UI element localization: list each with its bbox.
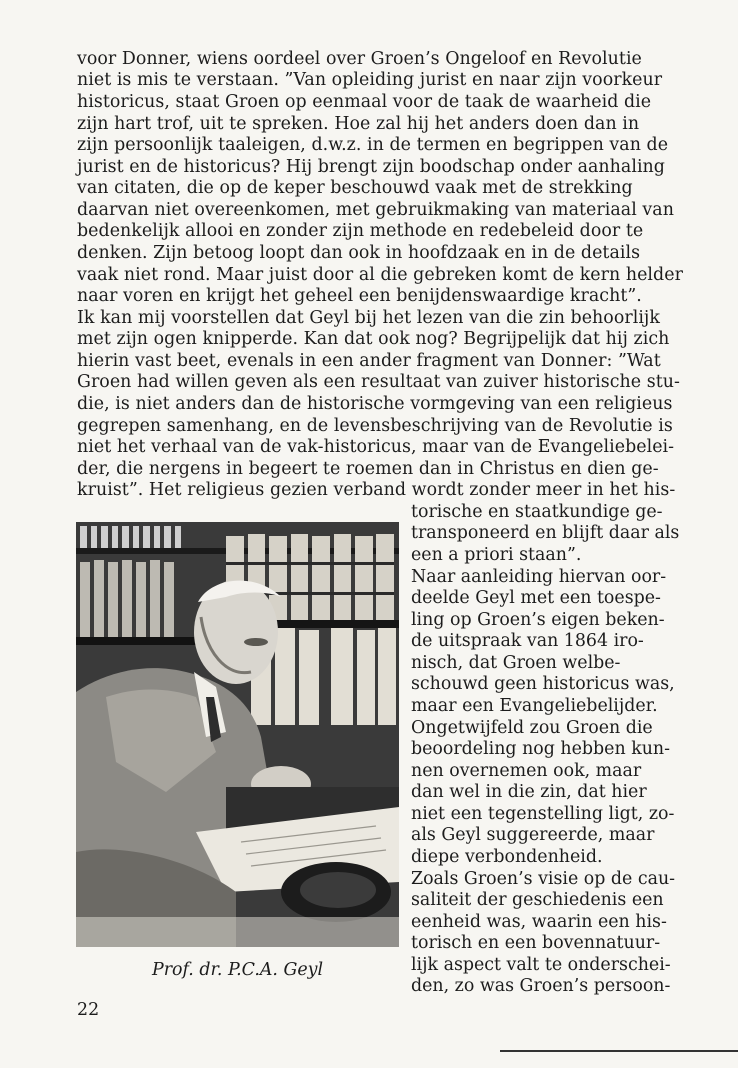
page-number: 22 [77,1000,100,1020]
portrait-photo [76,522,399,947]
text-line: lijk aspect valt te onderschei- [411,955,671,975]
text-line: torische en staatkundige ge- [411,502,663,522]
text-line: nen overnemen ook, maar [411,761,642,781]
text-line: saliteit der geschiedenis een [411,890,664,910]
text-line: kruist”. Het religieus gezien verband wordt zonder meer in het his- [77,480,676,500]
text-line: nisch, dat Groen welbe- [411,653,621,673]
text-line: met zijn ogen knipperde. Kan dat ook nog? Begrijpelijk dat hij zich [77,329,670,349]
text-line: zijn persoonlijk taaleigen, d.w.z. in de termen en begrippen van de [77,135,669,155]
bottom-rule [500,1050,738,1052]
text-line: als Geyl suggereerde, maar [411,825,655,845]
text-line: hierin vast beet, evenals in een ander fragment van Donner: ”Wat [77,351,661,371]
text-line: beoordeling nog hebben kun- [411,739,671,759]
text-line: zijn hart trof, uit te spreken. Hoe zal hij het anders doen dan in [77,114,640,134]
text-line: den, zo was Groen’s persoon- [411,976,671,996]
text-line: denken. Zijn betoog loopt dan ook in hoofdzaak en in de details [77,243,641,263]
text-line: bedenkelijk allooi en zonder zijn methode en redebeleid door te [77,221,644,241]
text-line: maar een Evangeliebelijder. [411,696,658,716]
text-line: torisch en een bovennatuur- [411,933,661,953]
text-line: die, is niet anders dan de historische vormgeving van een religieus [77,394,673,414]
text-line: Zoals Groen’s visie op de cau- [411,869,676,889]
text-line: vaak niet rond. Maar juist door al die gebreken komt de kern helder [77,265,683,285]
text-line: schouwd geen historicus was, [411,674,675,694]
text-line: van citaten, die op de keper beschouwd vaak met de strekking [77,178,633,198]
text-line: naar voren en krijgt het geheel een benijdenswaardige kracht”. [77,286,642,306]
text-line: gegrepen samenhang, en de levensbeschrijving van de Revolutie is [77,416,673,436]
text-line: niet een tegenstelling ligt, zo- [411,804,675,824]
text-line: dan wel in die zin, dat hier [411,782,647,802]
text-line: transponeerd en blijft daar als [411,523,680,543]
text-line: de uitspraak van 1864 iro- [411,631,644,651]
photo-caption: Prof. dr. P.C.A. Geyl [152,960,324,980]
text-line: eenheid was, waarin een his- [411,912,667,932]
text-line: niet is mis te verstaan. ”Van opleiding jurist en naar zijn voorkeur [77,70,663,90]
text-line: voor Donner, wiens oordeel over Groen’s Ongeloof en Revolutie [77,49,642,69]
text-line: Ik kan mij voorstellen dat Geyl bij het lezen van die zin behoorlijk [77,308,660,328]
text-line: jurist en de historicus? Hij brengt zijn boodschap onder aanhaling [77,157,665,177]
text-line: diepe verbondenheid. [411,847,603,867]
text-line: deelde Geyl met een toespe- [411,588,661,608]
text-line: historicus, staat Groen op eenmaal voor de taak de waarheid die [77,92,652,112]
text-line: een a priori staan”. [411,545,582,565]
text-line: Ongetwijfeld zou Groen die [411,718,653,738]
text-line: Groen had willen geven als een resultaat van zuiver historische stu- [77,372,680,392]
text-line: niet het verhaal van de vak-historicus, maar van de Evangeliebelei- [77,437,675,457]
text-line: Naar aanleiding hiervan oor- [411,567,667,587]
text-line: der, die nergens in begeert te roemen dan in Christus en dien ge- [77,459,659,479]
text-line: ling op Groen’s eigen beken- [411,610,665,630]
text-line: daarvan niet overeenkomen, met gebruikmaking van materiaal van [77,200,674,220]
